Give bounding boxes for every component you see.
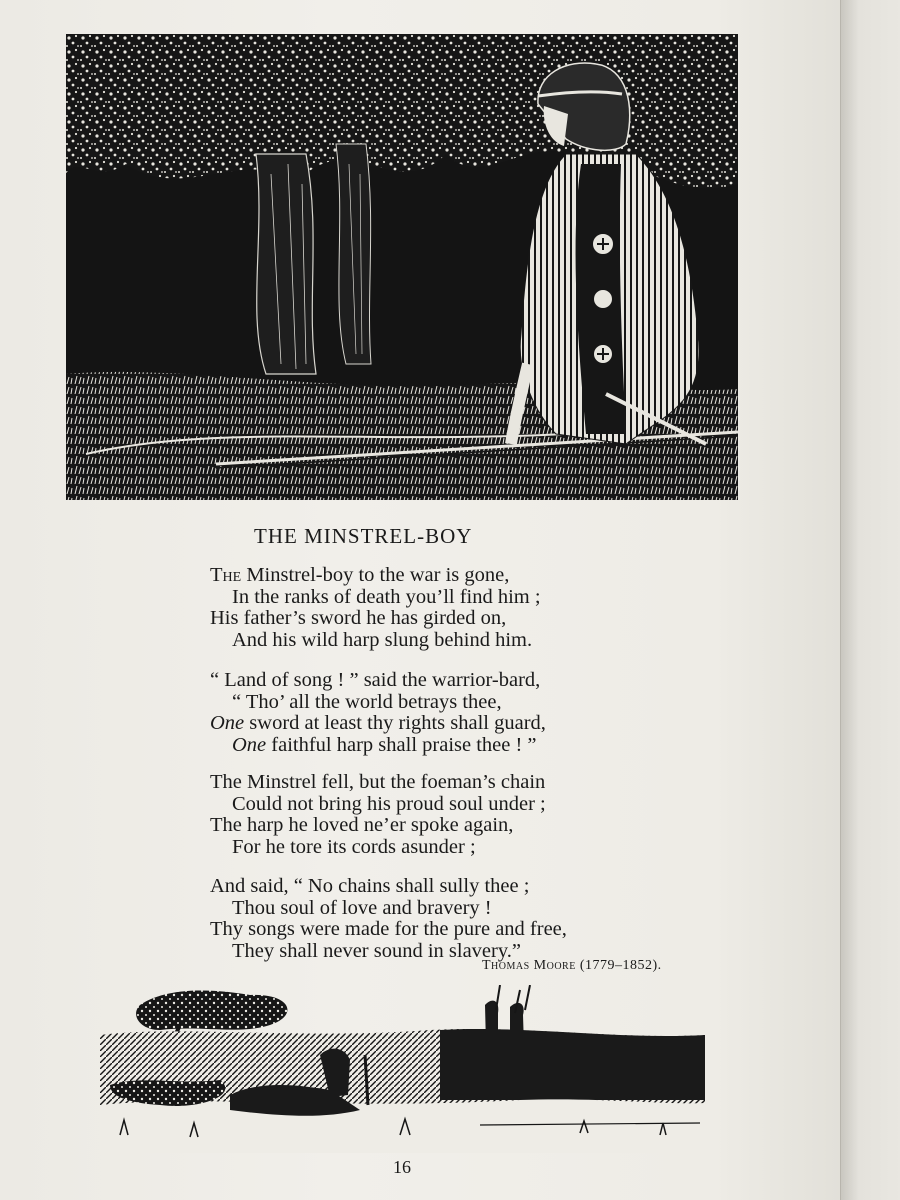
poem-line: Thou soul of love and bravery ! [232, 896, 492, 919]
poem-line: And said, “ No chains shall sully thee ; [210, 875, 530, 897]
stanza-2 [210, 670, 546, 756]
poem-line: In the ranks of death you’ll find him ; [232, 585, 541, 608]
poem-line [210, 565, 541, 587]
line-text: Minstrel-boy to the war is gone, [241, 564, 510, 586]
opening-word: The [210, 564, 242, 586]
poem-line: They shall never sound in slavery.” [232, 939, 522, 962]
poem-line: For he tore its cords asunder ; [232, 835, 476, 858]
line-text: faithful harp shall praise thee ! ” [266, 733, 537, 756]
battlefield-vignette [100, 985, 705, 1153]
poem-line: Thy songs were made for the pure and free, [210, 918, 567, 940]
minstrel-boy-illustration [66, 34, 738, 500]
stanza-4 [210, 876, 567, 962]
poem-line: Could not bring his proud soul under ; [232, 792, 546, 815]
line-text: sword at least thy rights shall guard, [244, 712, 546, 734]
adjacent-page-edge [840, 0, 900, 1200]
poem-line: And his wild harp slung behind him. [232, 628, 533, 651]
italic-word: One [232, 733, 267, 756]
stanza-1 [210, 565, 541, 651]
poem-line: “ Land of song ! ” said the warrior-bard, [210, 669, 541, 691]
vignette-engraving [100, 985, 705, 1153]
poem-line: “ Tho’ all the world betrays thee, [232, 690, 502, 713]
forest-engraving [66, 34, 738, 500]
page-number: 16 [393, 1157, 411, 1177]
poem-line [210, 713, 546, 735]
poem-title: THE MINSTREL-BOY [254, 524, 473, 548]
author-dates: (1779–1852). [579, 958, 662, 973]
poem-line: His father’s sword he has girded on, [210, 607, 507, 629]
author-attribution [482, 958, 662, 974]
poem-line: The harp he loved ne’er spoke again, [210, 814, 514, 836]
author-name: Thomas Moore [482, 958, 576, 973]
italic-word: One [210, 712, 245, 734]
poem-line [210, 735, 546, 757]
poem-line: The Minstrel fell, but the foeman’s chain [210, 771, 546, 793]
stanza-3 [210, 772, 546, 858]
